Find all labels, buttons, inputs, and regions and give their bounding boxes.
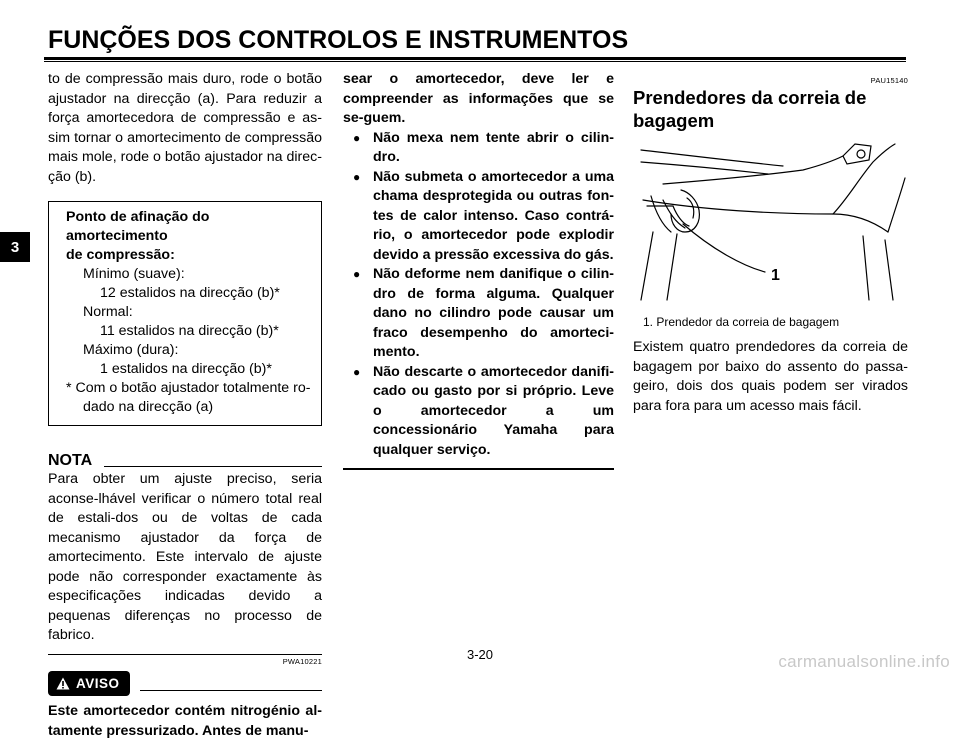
column-middle — [343, 70, 614, 470]
nota-heading — [48, 452, 322, 470]
warning-bullet — [343, 363, 614, 461]
bullet-text: Não descarte o amortecedor danifi-cado ou gasto por si próprio. Leve o amortecedor a um concessionário Yamaha para qualquer serviço. — [373, 363, 614, 458]
warning-bullet — [343, 129, 614, 168]
spec-title-line2: de compressão: — [66, 247, 175, 263]
spec-max-label: Máximo (dura): — [83, 342, 179, 358]
spec-normal-label: Normal: — [83, 304, 133, 320]
spec-min-value: 12 estalidos na direcção (b)* — [100, 285, 280, 301]
nota-text: Para obter um ajuste preciso, seria aconse-lhável verificar o número total real de estali-dos ou de voltas de cada mecanismo ajustador da força de amortecimento. Este intervalo de ajuste pode não corresponder exactamente às especificações indicadas devido a pequenas diferenças no processo de fabrico. — [48, 471, 322, 643]
warning-continuation: sear o amortecedor, deve ler e compreender as informações que se se-guem. — [343, 71, 614, 126]
bullet-text: Não mexa nem tente abrir o cilin-dro. — [373, 129, 614, 165]
spec-box — [48, 201, 322, 426]
bullet-text: Não deforme nem danifique o cilin-dro de forma alguma. Qualquer dano no cilindro pode causar um fraco desempenho do amorteci-mento. — [373, 266, 614, 360]
spec-note-line1: * Com o botão ajustador totalmente ro- — [66, 380, 311, 396]
warning-heading — [48, 671, 322, 697]
figure-callout-number: 1 — [771, 267, 780, 284]
section-title-line1: Prendedores da correia de — [633, 87, 867, 108]
warning-triangle-icon — [56, 677, 70, 690]
column-left — [48, 70, 322, 741]
spec-note-line2: dado na direcção (a) — [83, 399, 214, 415]
spec-title-line1: Ponto de afinação do amortecimento — [66, 209, 210, 244]
header-rule — [44, 57, 906, 60]
section-title-line2: bagagem — [633, 110, 715, 131]
spec-min-label: Mínimo (suave): — [83, 266, 185, 282]
bullet-icon: ● — [353, 169, 361, 184]
bullet-icon: ● — [353, 267, 361, 281]
warning-end-rule — [343, 468, 614, 470]
watermark: carmanualsonline.info — [778, 652, 950, 671]
intro-paragraph: to de compressão mais duro, rode o botão ajustador na direcção (a). Para reduzir a força amortecedora de compressão e as-sim tornar o amortecimento de compressão mais mole, rode o botão ajustador na direc-ção (b). — [48, 71, 322, 185]
spec-normal-value: 11 estalidos na direcção (b)* — [100, 323, 279, 339]
bullet-icon: ● — [353, 364, 361, 379]
header-rule-thin — [44, 61, 906, 62]
nota-label: NOTA — [48, 452, 93, 469]
warning-text: Este amortecedor contém nitrogénio al-tamente pressurizado. Antes de manu- — [48, 703, 322, 739]
nota-rule — [104, 466, 322, 467]
warning-bullet — [343, 168, 614, 266]
section-code: PAU15140 — [870, 76, 908, 85]
warning-badge — [48, 671, 130, 697]
luggage-hook-figure — [633, 140, 908, 310]
bullet-icon: ● — [353, 130, 361, 145]
page-number: 3-20 — [466, 647, 494, 662]
warning-rule — [140, 690, 322, 691]
warning-code: PWA10221 — [48, 654, 322, 667]
warning-label: AVISO — [76, 675, 120, 691]
page-title: FUNÇÕES DOS CONTROLOS E INSTRUMENTOS — [48, 26, 629, 54]
warning-bullet — [343, 265, 614, 363]
bullet-text: Não submeta o amortecedor a uma chama desprotegida ou outras fon-tes de calor intenso. Caso contrá-rio, o amortecedor pode explodir devido a pressão excessiva do gás. — [373, 168, 614, 263]
section-body: Existem quatro prendedores da correia de bagagem por baixo do assento do passa-geiro, dois dos quais podem ser virados para fora para um acesso mais fácil. — [633, 339, 908, 414]
column-right — [633, 70, 908, 416]
spec-max-value: 1 estalidos na direcção (b)* — [100, 361, 272, 377]
chapter-tab: 3 — [0, 232, 30, 262]
luggage-hook-illustration — [633, 140, 908, 310]
figure-caption: 1. Prendedor da correia de bagagem — [643, 315, 840, 329]
